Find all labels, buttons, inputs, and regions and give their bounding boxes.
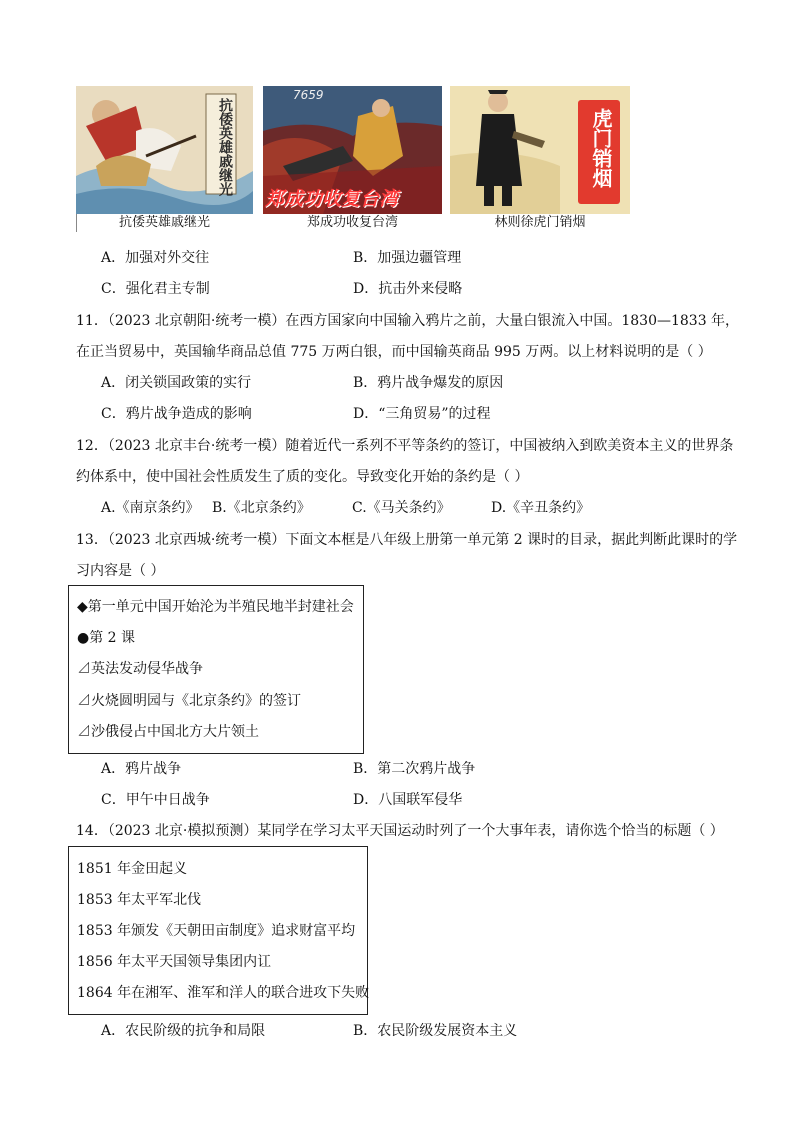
picture-qi-jiguang (76, 86, 253, 214)
q12-option-b[interactable]: B.《北京条约》 (212, 500, 311, 516)
q13-box-row: ⊿英法发动侵华战争 (77, 661, 203, 677)
q14-box-row: 1851 年金田起义 (77, 861, 188, 877)
q12-option-a[interactable]: A.《南京条约》 (101, 500, 200, 516)
q13-option-b[interactable]: B．第二次鸦片战争 (353, 761, 476, 777)
picture-zheng-chenggong (263, 86, 442, 214)
q13-option-c[interactable]: C．甲午中日战争 (101, 792, 210, 808)
q13-box-row: ●第 2 课 (77, 630, 136, 646)
q13-box-row: ◆第一单元中国开始沦为半殖民地半封建社会 (77, 599, 354, 615)
q10-option-d[interactable]: D．抗击外来侵略 (353, 281, 463, 297)
q10-option-c[interactable]: C．强化君主专制 (101, 281, 210, 297)
q14-option-a[interactable]: A．农民阶级的抗争和局限 (101, 1023, 266, 1039)
q13-stem-line-1: 13．（2023 北京西城·统考一模）下面文本框是八年级上册第一单元第 2 课时的目录，据此判断此课时的学 (76, 532, 738, 548)
q14-text-box (68, 846, 368, 1015)
q13-option-d[interactable]: D．八国联军侵华 (353, 792, 463, 808)
q14-stem-line-1: 14．（2023 北京·模拟预测）某同学在学习太平天国运动时列了一个大事年表，请你选个恰当的标题（ ） (76, 823, 724, 839)
q11-stem-line-1: 11．（2023 北京朝阳·统考一模）在西方国家向中国输入鸦片之前，大量白银流入中国。1830—1833 年， (76, 313, 740, 329)
q12-stem-line-1: 12．（2023 北京丰台·统考一模）随着近代一系列不平等条约的签订，中国被纳入到欧美资本主义的世界条 (76, 438, 734, 454)
q11-stem-line-2: 在正当贸易中，英国输华商品总值 775 万两白银，而中国输英商品 995 万两。以上材料说明的是（ ） (76, 344, 712, 360)
q12-stem-line-2: 约体系中，使中国社会性质发生了质的变化。导致变化开始的条约是（ ） (76, 469, 529, 485)
q13-box-row: ⊿火烧圆明园与《北京条约》的签订 (77, 693, 301, 709)
q14-box-row: 1853 年太平军北伐 (77, 892, 202, 908)
caption-zheng-chenggong: 郑成功收复台湾 (306, 215, 398, 230)
q13-stem-line-2: 习内容是（ ） (76, 563, 165, 579)
q13-box-row: ⊿沙俄侵占中国北方大片领土 (77, 724, 259, 740)
q14-box-row: 1853 年颁发《天朝田亩制度》追求财富平均 (77, 923, 356, 939)
image-title-banner: 郑成功收复台湾 (265, 188, 399, 210)
q14-option-b[interactable]: B．农民阶级发展资本主义 (353, 1023, 518, 1039)
q11-option-a[interactable]: A．闭关锁国政策的实行 (101, 375, 252, 391)
q14-box-row: 1856 年太平天国领导集团内讧 (77, 954, 272, 970)
caption-qi-jiguang: 抗倭英雄戚继光 (118, 215, 210, 230)
q10-option-b[interactable]: B．加强边疆管理 (353, 250, 462, 266)
q13-option-a[interactable]: A．鸦片战争 (101, 761, 182, 777)
q11-option-d[interactable]: D．“三角贸易”的过程 (353, 406, 491, 422)
image-title-vertical: 抗倭英雄戚继光 (217, 98, 233, 196)
q12-option-c[interactable]: C.《马关条约》 (352, 500, 451, 516)
q13-text-box (68, 585, 364, 754)
q12-option-d[interactable]: D.《辛丑条约》 (491, 500, 591, 516)
q14-box-row: 1864 年在湘军、淮军和洋人的联合进攻下失败 (77, 985, 370, 1001)
q11-option-b[interactable]: B．鸦片战争爆发的原因 (353, 375, 504, 391)
image-stamp-number: 7659 (293, 88, 324, 102)
q11-option-c[interactable]: C．鸦片战争造成的影响 (101, 406, 252, 422)
caption-lin-zexu: 林则徐虎门销烟 (494, 215, 586, 230)
image-title-seal: 虎门销烟 (589, 108, 613, 188)
picture-lin-zexu (450, 86, 630, 214)
q10-option-a[interactable]: A．加强对外交往 (101, 250, 210, 266)
